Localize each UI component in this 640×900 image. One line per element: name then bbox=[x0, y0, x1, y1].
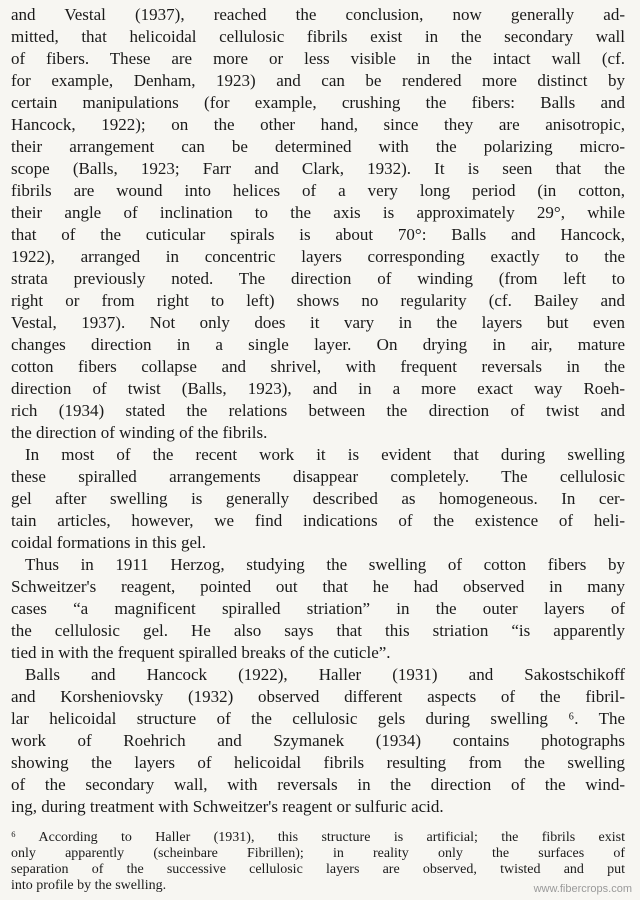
text-line: Thus in 1911 Herzog, studying the swelling of cotton fibers by bbox=[25, 555, 625, 574]
text-line: Hancock, 1922); on the other hand, since they are anisotropic, bbox=[11, 115, 625, 134]
text-line: cases “a magnificent spiralled striation” in the outer layers of bbox=[11, 599, 625, 618]
text-line: coidal formations in this gel. bbox=[11, 533, 206, 552]
text-line: their angle of inclination to the axis is approximately 29°, while bbox=[11, 203, 625, 222]
footnote-line: only apparently (scheinbare Fibrillen); in reality only the surfaces of bbox=[11, 846, 625, 861]
text-line: and Korsheniovsky (1932) observed different aspects of the fibril- bbox=[11, 687, 625, 706]
text-line: tied in with the frequent spiralled breaks of the cuticle”. bbox=[11, 643, 391, 662]
text-line: lar helicoidal structure of the cellulosic gels during swelling ⁶. The bbox=[11, 709, 625, 728]
text-line: Balls and Hancock (1922), Haller (1931) and Sakostschikoff bbox=[25, 665, 625, 684]
text-line: Schweitzer's reagent, pointed out that he had observed in many bbox=[11, 577, 625, 596]
text-line: the direction of winding of the fibrils. bbox=[11, 423, 268, 442]
text-line: Vestal, 1937). Not only does it vary in the layers but even bbox=[11, 313, 625, 332]
text-line: and Vestal (1937), reached the conclusion, now generally ad- bbox=[11, 5, 625, 24]
text-line: tain articles, however, we find indications of the existence of heli- bbox=[11, 511, 625, 530]
text-line: direction of twist (Balls, 1923), and in a more exact way Roeh- bbox=[11, 379, 625, 398]
text-line: the cellulosic gel. He also says that this striation “is apparently bbox=[11, 621, 625, 640]
text-line: changes direction in a single layer. On drying in air, mature bbox=[11, 335, 625, 354]
footnote-line: ⁶ According to Haller (1931), this structure is artificial; the fibrils exist bbox=[11, 830, 625, 845]
watermark: www.fibercrops.com bbox=[533, 883, 632, 895]
text-line: certain manipulations (for example, crushing the fibers: Balls and bbox=[11, 93, 625, 112]
footnote-line: separation of the successive cellulosic layers are observed, twisted and put bbox=[11, 862, 625, 877]
text-line: of the secondary wall, with reversals in the direction of the wind- bbox=[11, 775, 625, 794]
text-line: rich (1934) stated the relations between the direction of twist and bbox=[11, 401, 625, 420]
text-line: right or from right to left) shows no regularity (cf. Bailey and bbox=[11, 291, 625, 310]
text-line: cotton fibers collapse and shrivel, with frequent reversals in the bbox=[11, 357, 625, 376]
text-line: ing, during treatment with Schweitzer's reagent or sulfuric acid. bbox=[11, 797, 444, 816]
text-line: gel after swelling is generally described as homogeneous. In cer- bbox=[11, 489, 625, 508]
text-line: strata previously noted. The direction of winding (from left to bbox=[11, 269, 625, 288]
text-line: their arrangement can be determined with the polarizing micro- bbox=[11, 137, 625, 156]
text-line: work of Roehrich and Szymanek (1934) contains photographs bbox=[11, 731, 625, 750]
text-line: 1922), arranged in concentric layers corresponding exactly to the bbox=[11, 247, 625, 266]
text-line: In most of the recent work it is evident that during swelling bbox=[25, 445, 625, 464]
text-line: that of the cuticular spirals is about 70°: Balls and Hancock, bbox=[11, 225, 625, 244]
text-line: for example, Denham, 1923) and can be rendered more distinct by bbox=[11, 71, 625, 90]
text-line: showing the layers of helicoidal fibrils resulting from the swelling bbox=[11, 753, 625, 772]
footnote-line: into profile by the swelling. bbox=[11, 878, 167, 893]
text-line: of fibers. These are more or less visible in the intact wall (cf. bbox=[11, 49, 625, 68]
text-line: mitted, that helicoidal cellulosic fibrils exist in the secondary wall bbox=[11, 27, 625, 46]
text-line: fibrils are wound into helices of a very long period (in cotton, bbox=[11, 181, 625, 200]
text-line: scope (Balls, 1923; Farr and Clark, 1932). It is seen that the bbox=[11, 159, 625, 178]
text-line: these spiralled arrangements disappear completely. The cellulosic bbox=[11, 467, 625, 486]
